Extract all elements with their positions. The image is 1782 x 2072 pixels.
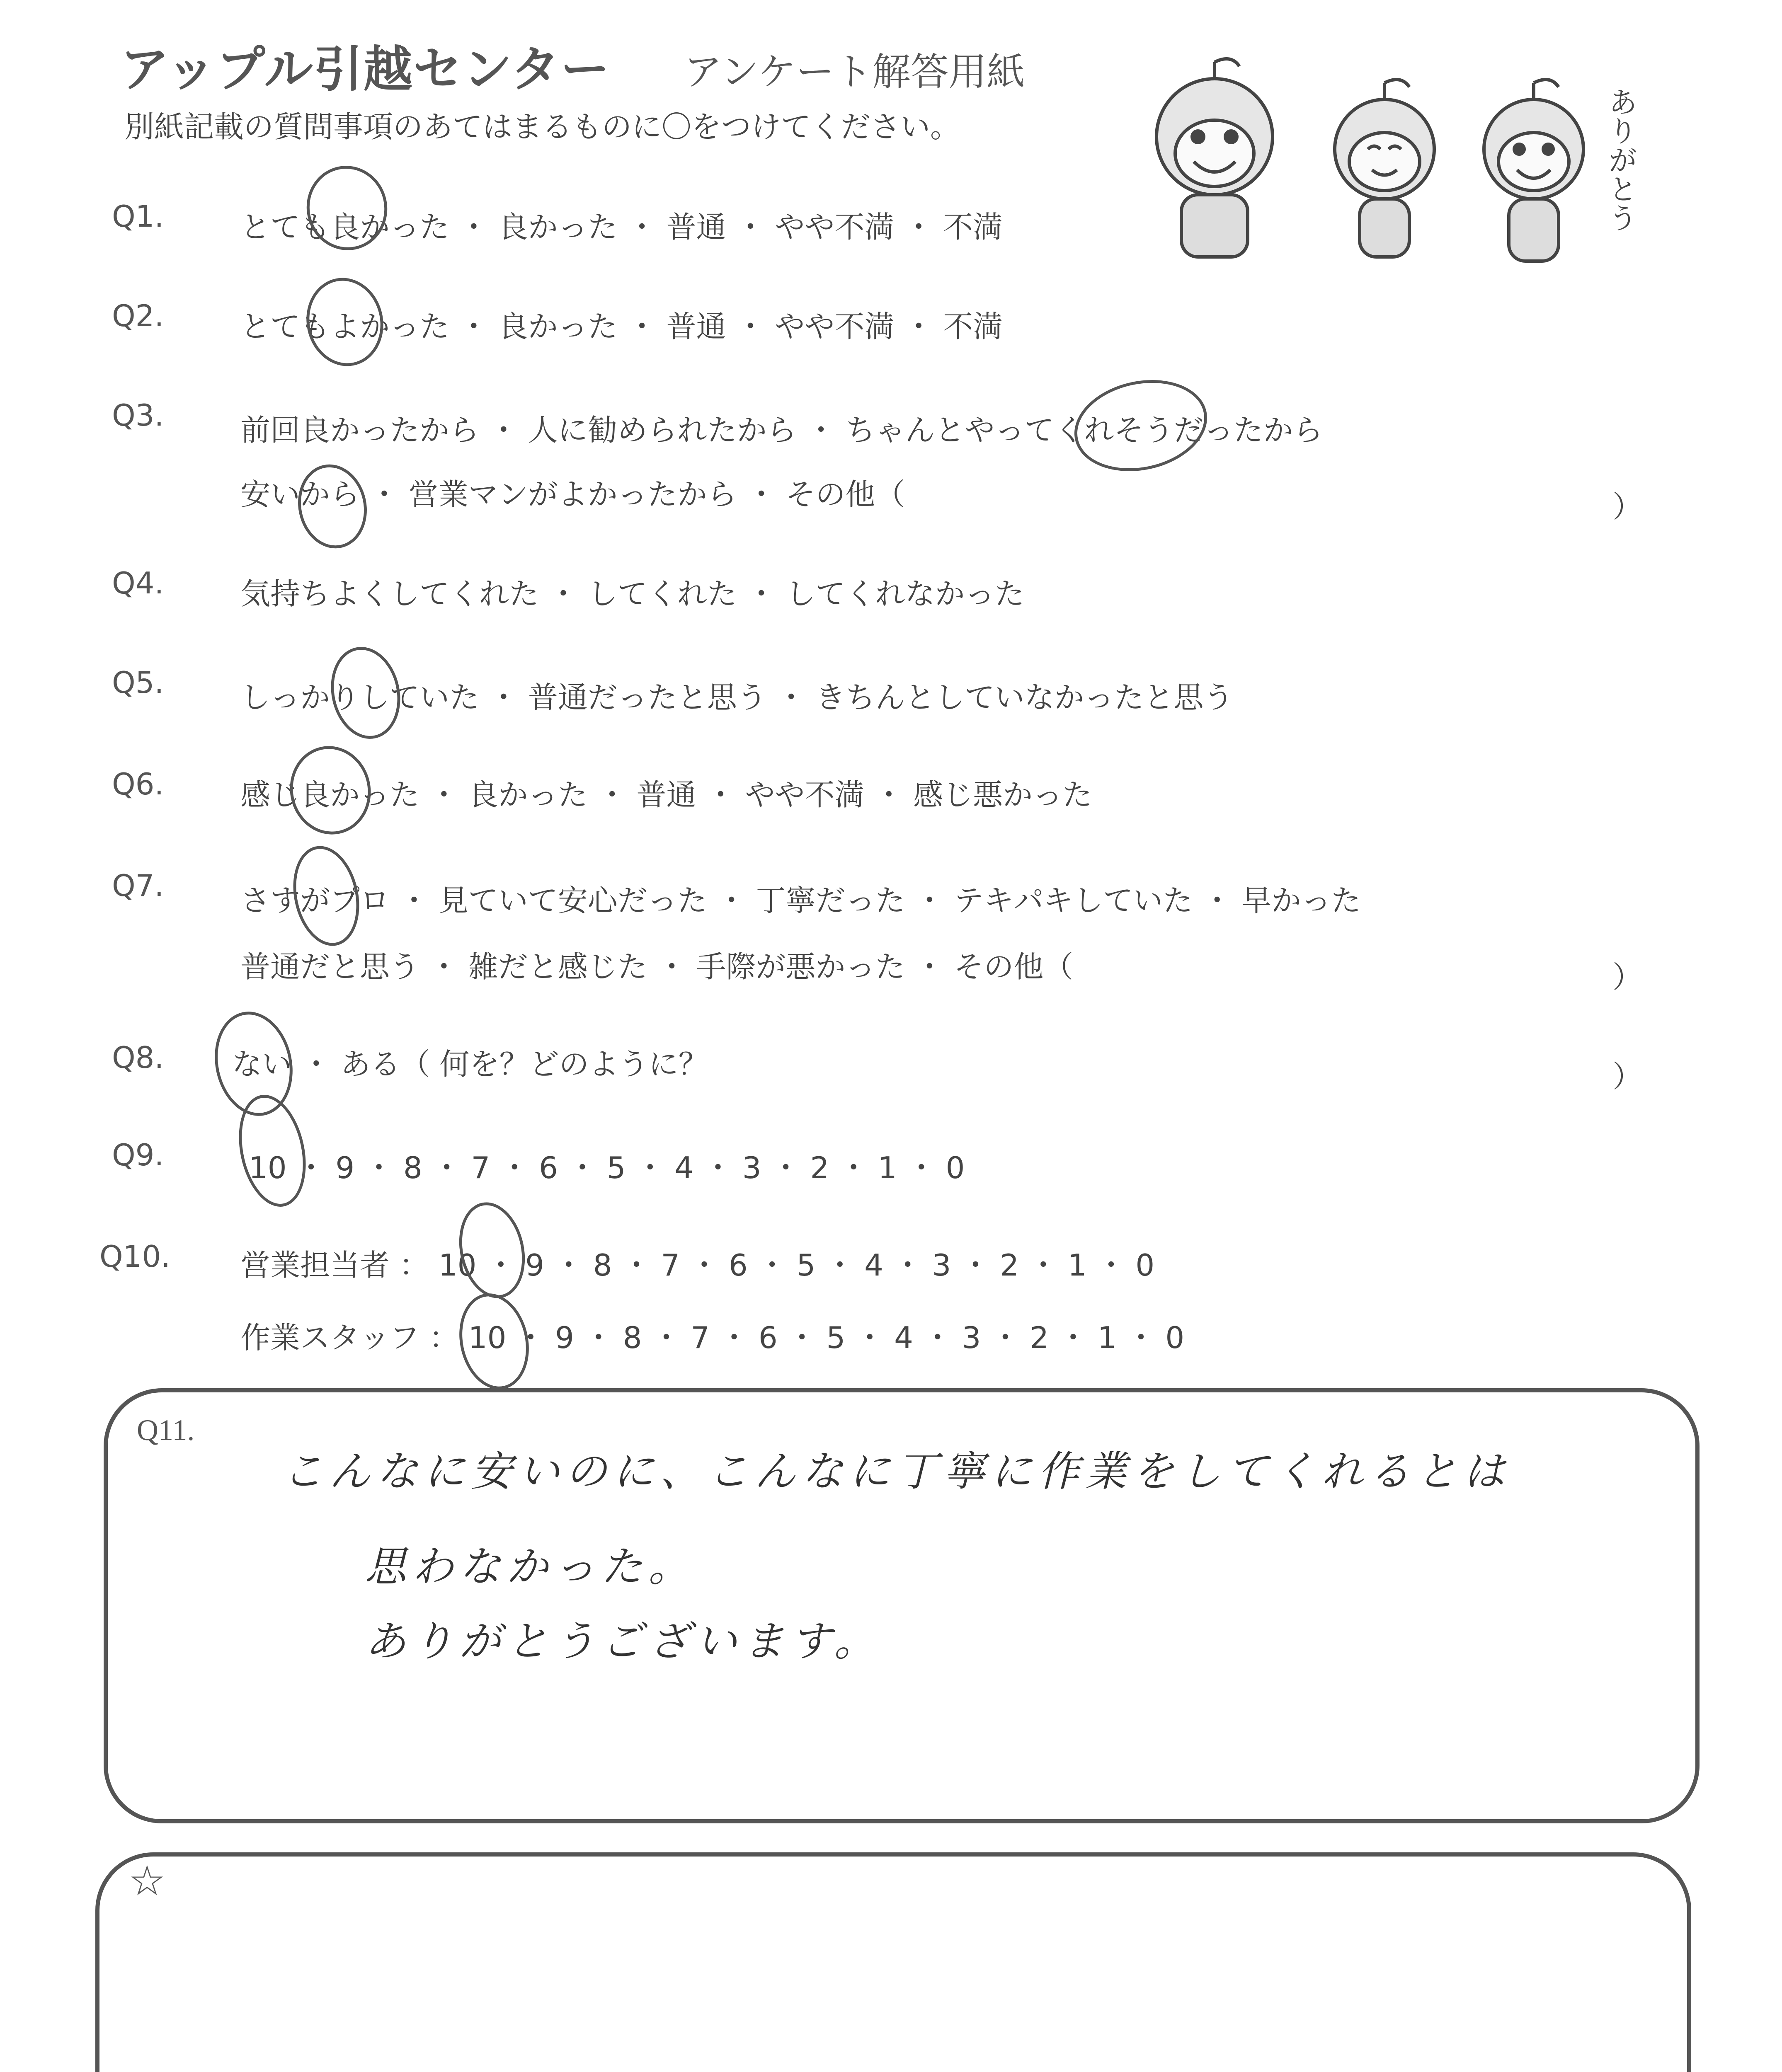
q6-number: Q6.: [112, 767, 164, 801]
mascot-thanks-text: ありがとう: [1604, 87, 1638, 232]
q10-sales-scale: 営業担当者 ： 10 ・ 9 ・ 8 ・ 7 ・ 6 ・ 5 ・ 4 ・ 3 ・ 2 ・ 1 ・ 0: [240, 1248, 1155, 1283]
monkey-3: [1484, 80, 1583, 261]
star-box: [95, 1852, 1691, 2072]
q1-options: とても良かった ・ 良かった ・ 普通 ・ やや不満 ・ 不満: [240, 210, 1003, 244]
q8-close-paren: ）: [1612, 1059, 1643, 1094]
q3-answer-circle-1: [1066, 368, 1215, 483]
q6-options: 感じ良かった ・ 良かった ・ 普通 ・ やや不満 ・ 感じ悪かった: [240, 777, 1093, 812]
q10-number: Q10.: [99, 1239, 171, 1274]
q7-answer-circle: [284, 840, 368, 952]
q3-close-paren: ）: [1612, 489, 1643, 524]
q5-number: Q5.: [112, 665, 164, 700]
q4-number: Q4.: [112, 566, 164, 600]
q2-answer-circle: [298, 271, 391, 373]
monkey-2: [1335, 80, 1434, 257]
monkey-1: [1156, 59, 1273, 257]
star-box-label: ☆: [128, 1858, 166, 1904]
q2-options: とてもよかった ・ 良かった ・ 普通 ・ やや不満 ・ 不満: [240, 309, 1003, 344]
q3-number: Q3.: [112, 398, 164, 433]
q10-sales-answer-circle: [451, 1196, 533, 1305]
q11-comment-line3: ありがとうございます。: [365, 1617, 881, 1665]
form-subtitle: アンケート解答用紙: [684, 50, 1025, 94]
q9-scale: 10 ・ 9 ・ 8 ・ 7 ・ 6 ・ 5 ・ 4 ・ 3 ・ 2 ・ 1 ・ 0: [249, 1150, 965, 1185]
q5-answer-circle: [323, 640, 409, 745]
q3-options-line1: 前回良かったから ・ 人に勧められたから ・ ちゃんとやってくれそうだったから: [240, 413, 1323, 448]
q10-staff-scale: 作業スタッフ ： 10 ・ 9 ・ 8 ・ 7 ・ 6 ・ 5 ・ 4 ・ 3 ・ 2 ・ 1 ・ 0: [240, 1320, 1185, 1355]
q7-options-line2: 普通だと思う ・ 雑だと感じた ・ 手際が悪かった ・ その他（: [240, 949, 1074, 984]
form-title: アップル引越センター: [120, 41, 611, 98]
q2-number: Q2.: [112, 298, 164, 333]
instruction-text: 別紙記載の質問事項のあてはまるものに〇をつけてください。: [124, 109, 960, 144]
q1-number: Q1.: [112, 199, 164, 234]
q4-options: 気持ちよくしてくれた ・ してくれた ・ してくれなかった: [240, 576, 1025, 611]
q3-options-line2: 安いから ・ 営業マンがよかったから ・ その他（: [240, 477, 905, 512]
q11-comment-line1: こんなに安いのに、こんなに丁寧に作業をしてくれるとは: [282, 1447, 1510, 1496]
q8-number: Q8.: [112, 1040, 164, 1075]
monkey-mascots-illustration: [1119, 37, 1700, 269]
q11-label: Q11.: [137, 1414, 195, 1447]
q11-comment-line2: 思わなかった。: [365, 1542, 696, 1591]
q7-close-paren: ）: [1612, 960, 1643, 995]
q9-number: Q9.: [112, 1138, 164, 1172]
q7-number: Q7.: [112, 868, 164, 903]
q5-options: しっかりしていた ・ 普通だったと思う ・ きちんとしていなかったと思う: [240, 680, 1234, 715]
q8-options: ない ・ ある（ 何を？どのように？: [232, 1047, 708, 1082]
q7-options-line1: さすがプロ ・ 見ていて安心だった ・ 丁寧だった ・ テキパキしていた ・ 早かった: [240, 883, 1361, 918]
q10-staff-answer-circle: [451, 1287, 537, 1396]
q6-answer-circle: [282, 738, 379, 842]
